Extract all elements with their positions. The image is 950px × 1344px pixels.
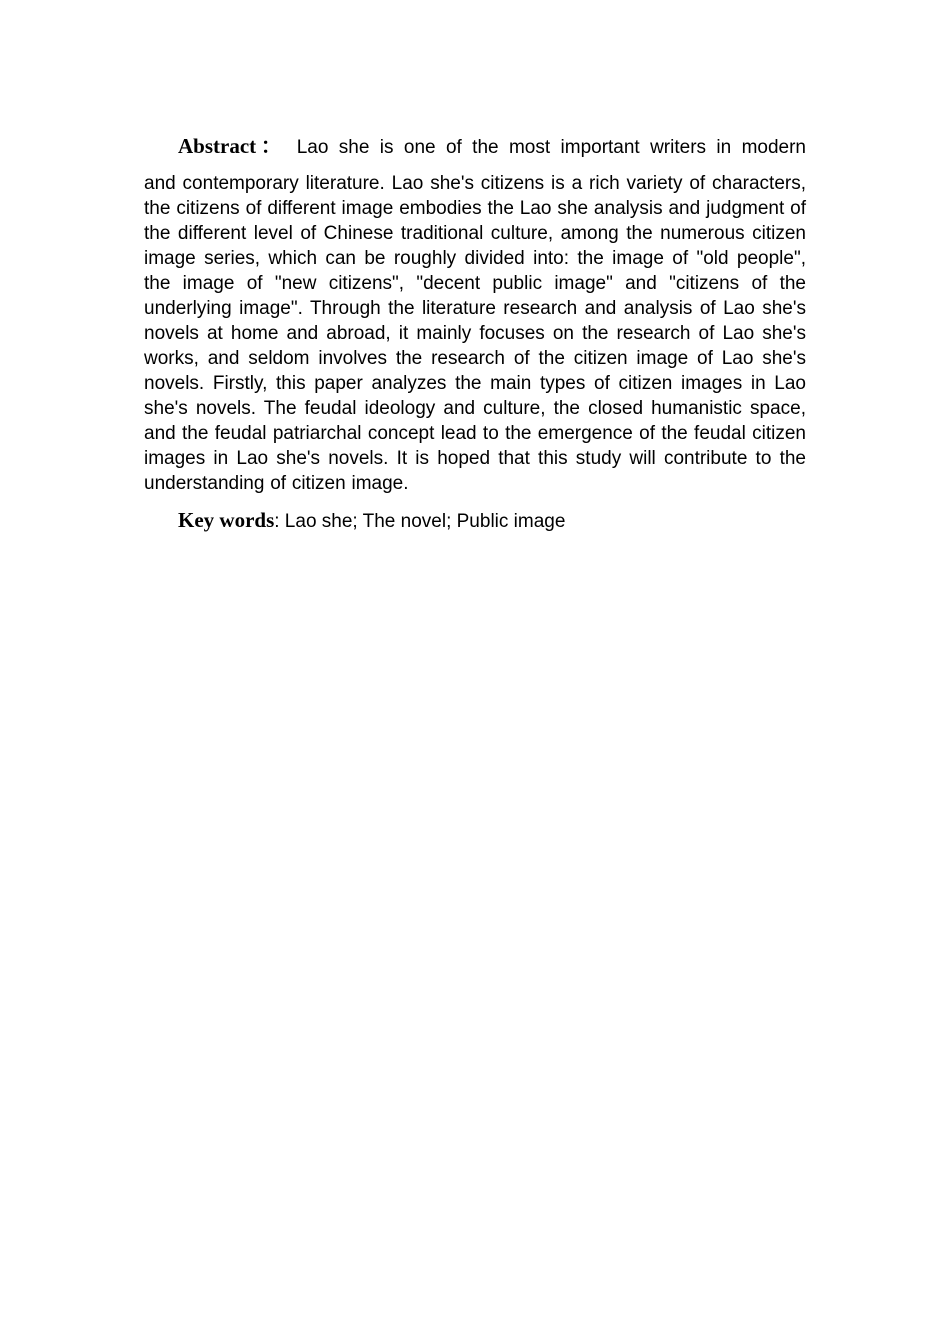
abstract-first-line: [144, 134, 806, 160]
abstract-separator: ：: [256, 134, 287, 158]
keywords-separator: :: [274, 511, 280, 532]
keywords-paragraph: [144, 508, 806, 534]
keywords-value: Lao she; The novel; Public image: [279, 511, 566, 532]
abstract-body: and contemporary literature. Lao she's citizens is a rich variety of characters, the citizens of different image embodies the Lao she analysis and judgment of the different level of Chinese traditional culture, among the numerous citizen image series, which can be roughly divided into: the image of "old people", the image of "new citizens", "decent public image" and "citizens of the underlying image". Through the literature research and analysis of Lao she's novels at home and abroad, it mainly focuses on the research of Lao she's works, and seldom involves the research of the citizen image of Lao she's novels. Firstly, this paper analyzes the main types of citizen images in Lao she's novels. The feudal ideology and culture, the closed humanistic space, and the feudal patriarchal concept lead to the emergence of the feudal citizen images in Lao she's novels. It is hoped that this study will contribute to the understanding of citizen image.: [144, 173, 806, 494]
abstract-label: Abstract: [178, 134, 257, 158]
keywords-label: Key words: [178, 508, 275, 532]
abstract-section: [144, 134, 806, 534]
abstract-paragraph: [144, 134, 806, 496]
abstract-first-line-text: Lao she is one of the most important writers in modern: [296, 137, 806, 158]
